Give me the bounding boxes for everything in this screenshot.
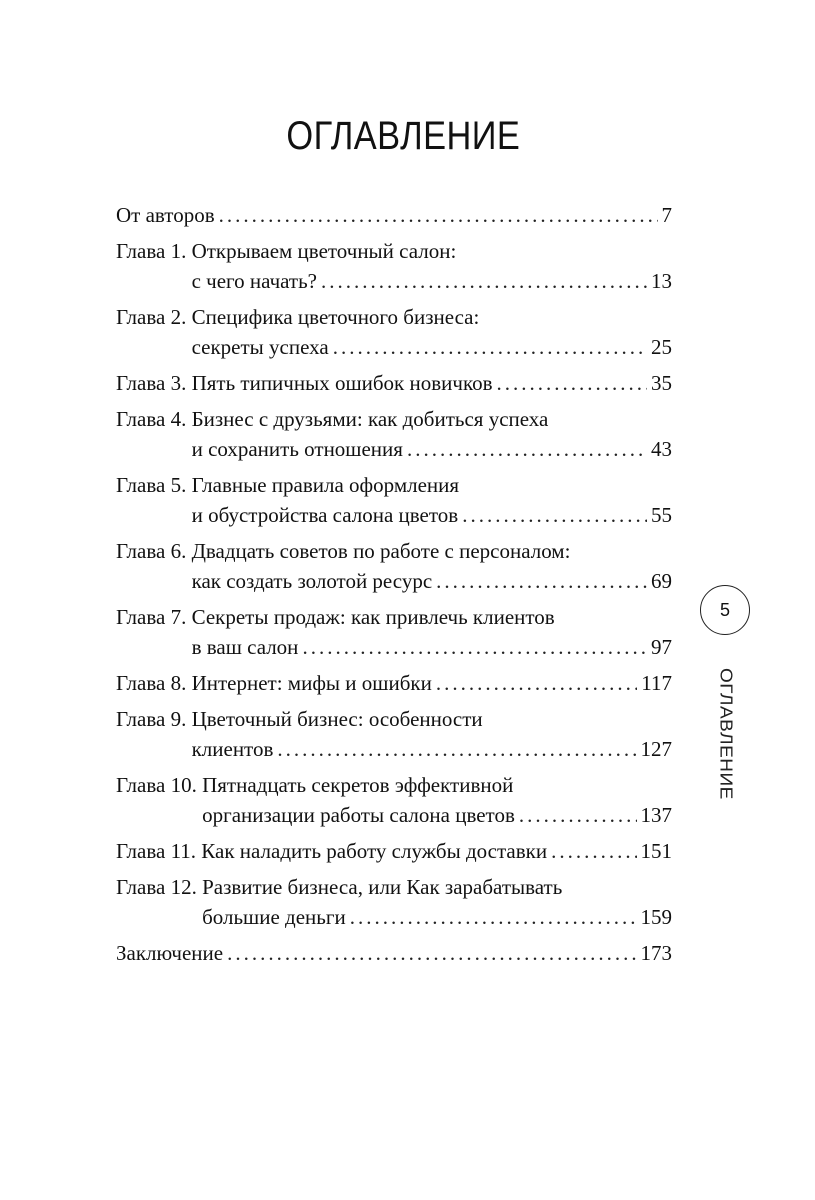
toc-page-number: 127 bbox=[640, 737, 672, 761]
toc-page-number: 35 bbox=[651, 371, 672, 395]
toc-entry bbox=[116, 368, 672, 398]
chapter-label: Глава 10. bbox=[116, 773, 203, 797]
toc-entry-title: Двадцать советов по работе с персоналом: bbox=[191, 539, 571, 563]
toc-entry-title: Развитие бизнеса, или Как зарабатывать bbox=[202, 875, 563, 899]
toc-entry-line bbox=[116, 704, 672, 734]
toc-page-number: 173 bbox=[640, 941, 672, 965]
dot-leader bbox=[350, 902, 637, 932]
table-of-contents bbox=[116, 200, 672, 968]
toc-entry-line bbox=[116, 836, 672, 866]
toc-entry bbox=[116, 938, 672, 968]
toc-entry-line bbox=[116, 500, 672, 530]
toc-page-number: 43 bbox=[651, 437, 672, 461]
dot-leader bbox=[227, 938, 636, 968]
chapter-label: Глава 11. bbox=[116, 839, 202, 863]
toc-entry-line bbox=[116, 536, 672, 566]
toc-entry-line bbox=[116, 902, 672, 932]
toc-entry-title: От авторов bbox=[116, 203, 215, 227]
toc-entry bbox=[116, 236, 672, 296]
toc-entry-title: в ваш салон bbox=[191, 635, 299, 659]
chapter-label: Глава 7. bbox=[116, 605, 192, 629]
dot-leader bbox=[462, 500, 647, 530]
chapter-label: Глава 3. bbox=[116, 371, 192, 395]
dot-leader bbox=[407, 434, 647, 464]
chapter-label: Глава 2. bbox=[116, 305, 192, 329]
toc-entry-line bbox=[116, 734, 672, 764]
toc-page-number: 97 bbox=[651, 635, 672, 659]
toc-entry-line bbox=[116, 668, 672, 698]
toc-entry bbox=[116, 836, 672, 866]
toc-entry-title: с чего начать? bbox=[191, 269, 318, 293]
toc-page-number: 117 bbox=[641, 671, 672, 695]
toc-entry-line bbox=[116, 236, 672, 266]
dot-leader bbox=[219, 200, 658, 230]
toc-entry-line bbox=[116, 266, 672, 296]
dot-leader bbox=[519, 800, 637, 830]
toc-entry-line bbox=[116, 200, 672, 230]
toc-entry-line bbox=[116, 566, 672, 596]
page-title: ОГЛАВЛЕНИЕ bbox=[286, 114, 521, 158]
toc-entry-title: Заключение bbox=[116, 941, 224, 965]
toc-entry-title: Пятнадцать секретов эффективной bbox=[202, 773, 514, 797]
toc-entry-title: Специфика цветочного бизнеса: bbox=[191, 305, 480, 329]
toc-page-number: 151 bbox=[640, 839, 672, 863]
page-number: 5 bbox=[719, 599, 730, 620]
toc-entry-line bbox=[116, 302, 672, 332]
running-head: ОГЛАВЛЕНИЕ bbox=[715, 668, 735, 800]
toc-entry-line bbox=[116, 770, 672, 800]
toc-entry-title: Открываем цветочный салон: bbox=[191, 239, 457, 263]
toc-entry-line bbox=[116, 368, 672, 398]
toc-entry-title: Как наладить работу службы доставки bbox=[201, 839, 548, 863]
toc-page-number: 137 bbox=[640, 803, 672, 827]
toc-entry-line bbox=[116, 434, 672, 464]
dot-leader bbox=[321, 266, 647, 296]
dot-leader bbox=[436, 668, 637, 698]
toc-entry bbox=[116, 302, 672, 362]
dot-leader bbox=[551, 836, 636, 866]
toc-entry-title: организации работы салона цветов bbox=[202, 803, 515, 827]
toc-entry-title: большие деньги bbox=[202, 905, 346, 929]
chapter-label: Глава 1. bbox=[116, 239, 192, 263]
dot-leader bbox=[333, 332, 647, 362]
toc-entry bbox=[116, 404, 672, 464]
chapter-label: Глава 9. bbox=[116, 707, 192, 731]
toc-entry bbox=[116, 470, 672, 530]
toc-entry-title: Пять типичных ошибок новичков bbox=[191, 371, 493, 395]
toc-entry-title: Секреты продаж: как привлечь клиентов bbox=[191, 605, 555, 629]
toc-entry-line bbox=[116, 938, 672, 968]
dot-leader bbox=[302, 632, 647, 662]
toc-entry bbox=[116, 770, 672, 830]
chapter-label: Глава 8. bbox=[116, 671, 192, 695]
toc-page-number: 25 bbox=[651, 335, 672, 359]
dot-leader bbox=[436, 566, 647, 596]
toc-entry-line bbox=[116, 602, 672, 632]
toc-entry-title: Цветочный бизнес: особенности bbox=[191, 707, 483, 731]
toc-page-number: 159 bbox=[640, 905, 672, 929]
toc-entry bbox=[116, 872, 672, 932]
toc-entry-line bbox=[116, 872, 672, 902]
toc-page-number: 55 bbox=[651, 503, 672, 527]
toc-entry-title: Интернет: мифы и ошибки bbox=[191, 671, 432, 695]
toc-page-number: 69 bbox=[651, 569, 672, 593]
toc-entry bbox=[116, 668, 672, 698]
toc-entry-line bbox=[116, 800, 672, 830]
toc-entry bbox=[116, 704, 672, 764]
toc-entry-line bbox=[116, 332, 672, 362]
toc-entry bbox=[116, 200, 672, 230]
toc-entry-title: и сохранить отношения bbox=[191, 437, 403, 461]
toc-entry-line bbox=[116, 404, 672, 434]
page-number-badge bbox=[700, 585, 750, 635]
toc-page-number: 13 bbox=[651, 269, 672, 293]
chapter-label: Глава 5. bbox=[116, 473, 192, 497]
toc-entry bbox=[116, 536, 672, 596]
chapter-label: Глава 4. bbox=[116, 407, 192, 431]
chapter-label: Глава 12. bbox=[116, 875, 203, 899]
toc-page-number: 7 bbox=[661, 203, 672, 227]
toc-entry-title: секреты успеха bbox=[191, 335, 329, 359]
dot-leader bbox=[497, 368, 647, 398]
toc-entry-title: и обустройства салона цветов bbox=[191, 503, 459, 527]
chapter-label: Глава 6. bbox=[116, 539, 192, 563]
toc-entry-line bbox=[116, 470, 672, 500]
toc-entry-title: клиентов bbox=[191, 737, 274, 761]
toc-entry bbox=[116, 602, 672, 662]
toc-entry-title: Бизнес с друзьями: как добиться успеха bbox=[191, 407, 549, 431]
toc-entry-line bbox=[116, 632, 672, 662]
toc-entry-title: Главные правила оформления bbox=[191, 473, 460, 497]
toc-entry-title: как создать золотой ресурс bbox=[191, 569, 433, 593]
dot-leader bbox=[277, 734, 636, 764]
